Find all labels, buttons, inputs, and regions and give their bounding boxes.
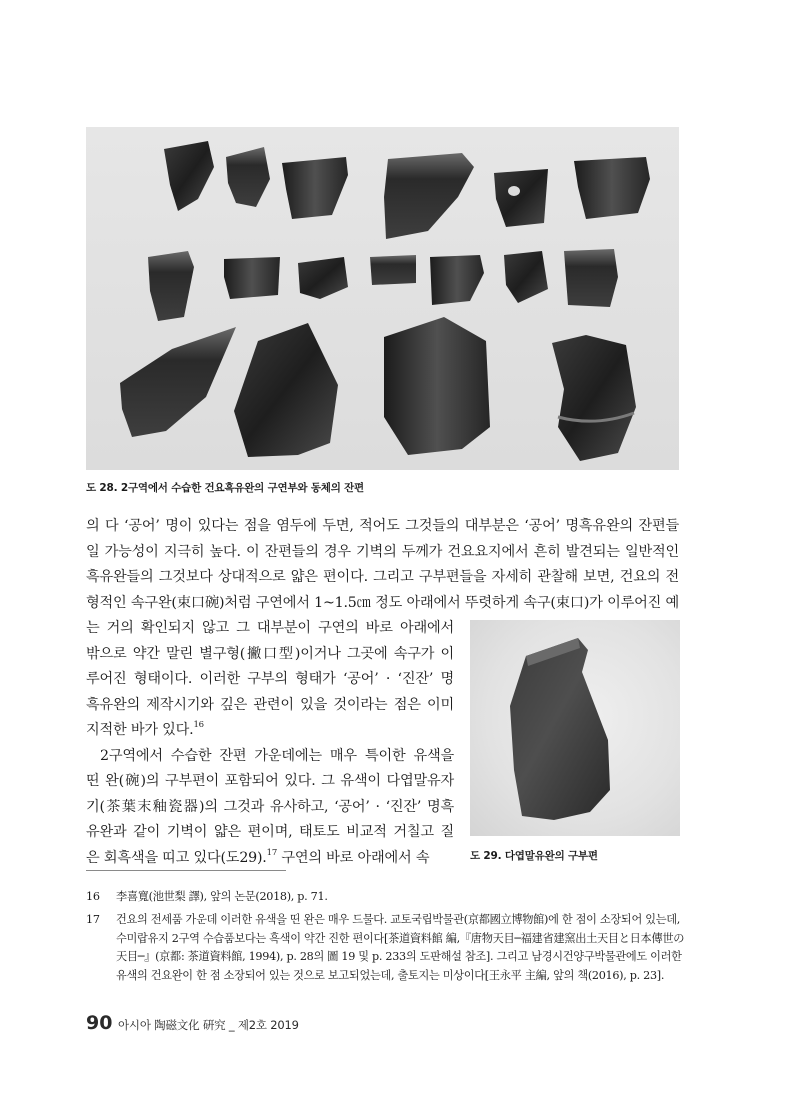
body-line: 의 다 ‘공어’ 명이 있다는 점을 염두에 두면, 적어도 그것들의 대부분은 ‘공어’ 명흑유완의 잔편들	[86, 518, 679, 534]
shards-photo-image	[86, 127, 679, 470]
body-line: 유완과 같이 기벽이 얇은 편이며, 태토도 비교적 거칠고 질	[86, 824, 454, 840]
footnote-line: 유색의 건요완이 한 점 소장되어 있는 것으로 보고되었는데, 출토지는 미상이다[王永平 主編, 앞의 책(2016), p. 23].	[116, 968, 665, 982]
footnote-line: 건요의 전세품 가운데 이러한 유색을 띤 완은 매우 드물다. 교토국립박물관(京都國立博物館)에 한 점이 소장되어 있는데,	[116, 913, 680, 926]
bowl-rim-shard-image	[470, 620, 680, 836]
body-line: 흑유완의 제작시기와 깊은 관련이 있을 것이라는 점은 이미	[86, 696, 454, 713]
footnote-line: 天目─』(京都: 茶道資料館, 1994), p. 28의 圖 19 및 p. 233의 도판해설 참조]. 그리고 남경시건양구박물관에도 이러한	[116, 950, 682, 963]
body-line	[86, 846, 454, 872]
footnote-17	[86, 911, 686, 991]
body-column-narrow	[86, 616, 454, 871]
figure-29-photo	[470, 620, 680, 836]
page-number: 90	[86, 1012, 113, 1034]
body-line	[86, 718, 454, 744]
body-line: 형적인 속구완(束口碗)처럼 구연에서 1~1.5㎝ 정도 아래에서 뚜렷하게 속구(束口)가 이루어진 예	[86, 594, 679, 611]
footnote-ref-17[interactable]: 17	[266, 847, 278, 858]
body-line-indented: 2구역에서 수습한 잔편 가운데에는 매우 특이한 유색을	[100, 747, 454, 764]
body-line: 흑유완들의 그것보다 상대적으로 얇은 편이다. 그리고 구부편들을 자세히 관찰해 보면, 건요의 전	[86, 569, 679, 585]
footnote-ref-16[interactable]: 16	[193, 720, 204, 730]
footnote-number: 17	[86, 913, 100, 926]
figure-28-caption: 도 28. 2구역에서 수습한 건요흑유완의 구연부와 동체의 잔편	[86, 482, 364, 494]
footnote-text: 李喜寬(池世梨 譯), 앞의 논문(2018), p. 71.	[116, 890, 328, 903]
body-line: 기(茶葉末釉瓷器)의 그것과 유사하고, ‘공어’ · ‘진잔’ 명흑	[86, 798, 454, 815]
footnote-text	[116, 911, 684, 985]
footnote-16	[86, 888, 686, 908]
figure-28-photo	[86, 127, 679, 470]
body-paragraph-1	[86, 514, 679, 616]
body-line: 일 가능성이 지극히 높다. 이 잔편들의 경우 기벽의 두께가 건요요지에서 흔히 발견되는 일반적인	[86, 543, 679, 560]
footnote-divider	[86, 870, 286, 871]
body-line: 는 거의 확인되지 않고 그 대부분이 구연의 바로 아래에서	[86, 620, 454, 636]
running-footer: 아시아 陶磁文化 硏究 _ 제2호 2019	[118, 1018, 299, 1032]
body-line-tail: 구연의 바로 아래에서 속	[277, 849, 430, 866]
body-line-text: 지적한 바가 있다.	[86, 722, 194, 738]
footnote-line: 수미랍유지 2구역 수습품보다는 흑색이 약간 진한 편이다[茶道資料館 編,『唐物天目─福建省建窯出土天目と日本傳世の	[116, 931, 685, 945]
body-line: 루어진 형태이다. 이러한 구부의 형태가 ‘공어’ · ‘진잔’ 명	[86, 671, 454, 687]
body-line: 띤 완(碗)의 구부편이 포함되어 있다. 그 유색이 다엽말유자	[86, 773, 454, 789]
footnote-number: 16	[86, 890, 100, 903]
body-line: 밖으로 약간 말린 별구형(撇口型)이거나 그곳에 속구가 이	[86, 645, 454, 662]
body-line-text: 은 회흑색을 띠고 있다(도29).	[86, 849, 267, 866]
figure-29-caption: 도 29. 다엽말유완의 구부편	[470, 850, 598, 862]
